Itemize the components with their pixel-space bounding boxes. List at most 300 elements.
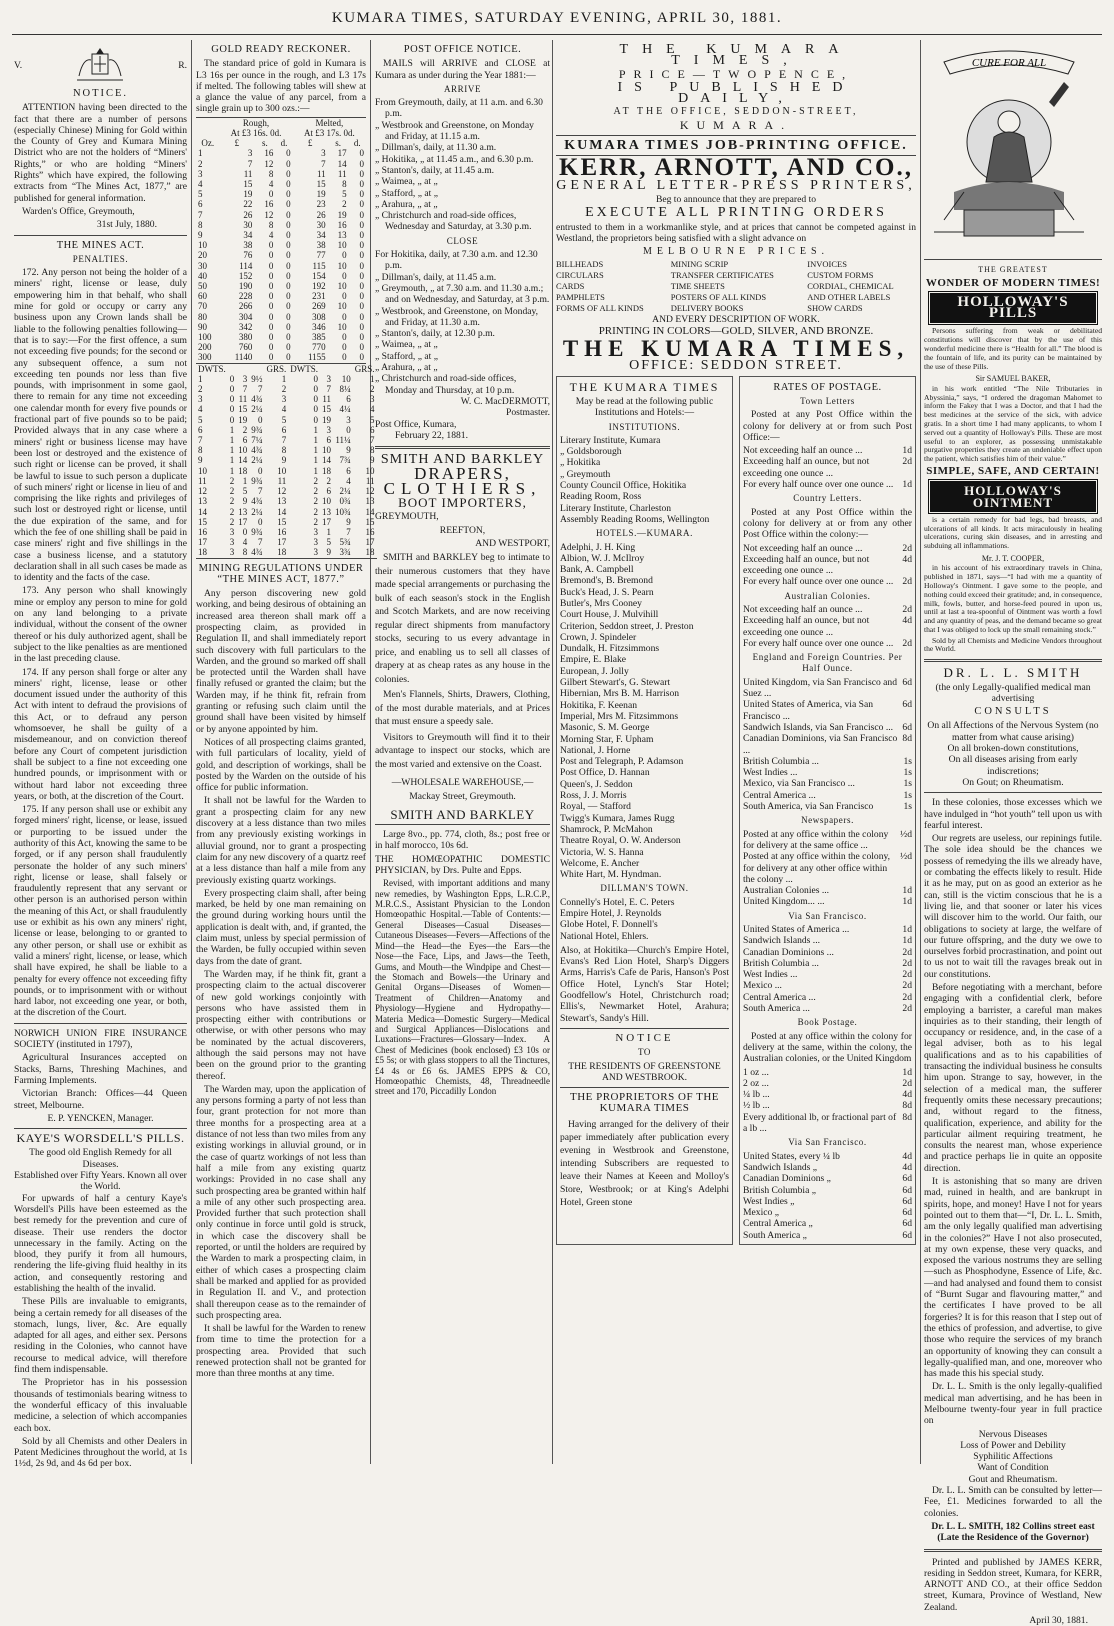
cell: 114 (239, 260, 253, 271)
cell: 9 (281, 455, 287, 466)
cell: 9½ (251, 373, 263, 384)
cell: 4¾ (251, 547, 263, 558)
dr-diseases-list (924, 1429, 1102, 1485)
cell: 8 (281, 445, 287, 456)
cell: 3 (198, 394, 203, 405)
table-row (196, 507, 377, 517)
mail-item: „ Dillman's, daily, at 11.30 a.m. (375, 142, 497, 154)
cell: 304 (238, 311, 253, 322)
sb-footer: SMITH AND BARKLEY (390, 806, 535, 822)
rate-row (743, 958, 912, 969)
column-3 (375, 42, 550, 1464)
cell: 0 (286, 311, 291, 322)
list-item: County Council Office, Hokitika (560, 480, 687, 492)
cell: 10 (341, 373, 351, 384)
kt-published: IS PUBLISHED DAILY, (617, 79, 855, 107)
rate-row (743, 1173, 912, 1184)
print-item: CORDIAL, CHEMICAL (807, 281, 894, 292)
section-172: 172. Any person not being the holder of a miners' right, license or lease, duly empowering him in that behalf, who shall mine for gold or occupy or carry any business upon any Crown lands shall be liable to the following penalties following—that is to say:—For the first offence, a sum not exceeding five pounds; for the second or any subsequent offence, a sum not exceeding ten pounds nor less than five pounds, with imprisonment in some gaol, there to remain for any time not exceeding one calendar month for every five pounds or fractional part of five pounds so to be paid; Provided always that in any case where a miners' right or business license may have been lost or destroyed and the existence of such right or license can be proved, it shall be lawful to issue to such person a duplicate of such miners' right or license in lieu of and comprising the like rights and privileges of such lost or destroyed right or license, until the due expiration of the same, and for which the fee of one shilling shall be paid in case miners' right and five shillings in the case a business license, and a statutory declaration shall in all such cases be made as to identity and the facts of the case. (14, 267, 187, 584)
column-2 (196, 42, 375, 1464)
cell: 3 (229, 547, 235, 558)
rate-row (743, 1162, 912, 1173)
cell: 17 (365, 537, 375, 548)
rate-row (743, 1100, 912, 1111)
cell: 0 (268, 240, 274, 251)
list-item: Literary Institute, Kumara (560, 434, 661, 446)
notice-sign: Warden's Office, Greymouth, (22, 205, 135, 217)
rate-row (743, 1003, 912, 1014)
cell: 0 (359, 281, 364, 292)
cell: 14 (337, 158, 347, 169)
cell: 4 (268, 179, 274, 189)
cell: 0 (286, 189, 291, 200)
ointment-para: is a certain remedy for bad legs, bad breasts, and ulcerations of all kinds. It acts miraculously in healing ulcerations, curing skin diseases, and in arresting and subduing all inflammations. (924, 514, 1102, 551)
header-cell: £ (234, 138, 240, 149)
read-intro: May be read at the following public Institutions and Hotels:— (575, 395, 714, 419)
cell: 3 (370, 394, 375, 405)
cell: 0 (268, 281, 274, 292)
rate-row (743, 1218, 912, 1229)
rate-cell: 6d (902, 1184, 912, 1196)
list-item: Empire Hotel, J. Reynolds (560, 908, 662, 919)
dr-body-5: Dr. L. L. Smith is the only legally-qualified medical man advertising, and he has been in Melbourne twenty-four year in full practice on (924, 1381, 1102, 1427)
list-item: National Hotel, Ehlers. (560, 930, 649, 942)
cell: 10 (337, 321, 347, 332)
cell: 8¼ (339, 384, 351, 395)
rate-row (743, 638, 912, 649)
table-row (196, 159, 366, 169)
cell: 13 (238, 506, 248, 517)
list-item: Nervous Diseases (978, 1428, 1048, 1440)
rate-cell: 6d (902, 721, 912, 733)
rate-row (743, 969, 912, 980)
also-hokitika: Also, at Hokitika—Church's Empire Hotel, Evans's Red Lion Hotel, Sharp's Diggers Arms, Harris's Cafe de Paris, Hanson's Post Office Hotel, Lynch's Star Hotel; Goodfellow's Hotel, Christchurch road; Ellis's, Newmarket Hotel, Arahura; Stewart's, Sandy's Hill. (560, 944, 729, 1024)
coat-of-arms-icon (73, 46, 127, 86)
rate-row (743, 554, 912, 577)
country-para: Posted at any Post Office within the colony for delivery at or from any other Post Office within the colony:— (743, 506, 912, 541)
rate-row (743, 722, 912, 733)
rate-cell: Central America ... (743, 789, 816, 801)
cell: 5 (342, 189, 347, 200)
table-row (196, 527, 377, 537)
cell: 8 (268, 168, 274, 179)
list-item: Crown, J. Spindeler (560, 631, 637, 643)
cell: 8 (242, 547, 248, 558)
header-cell: DWTS. (198, 363, 226, 374)
rate-cell: Canadian Dominions „ (743, 1173, 831, 1185)
rate-cell: 1s (903, 789, 912, 801)
cell: 6 (326, 435, 332, 446)
cell: 0 (359, 301, 364, 312)
cell: 38 (316, 240, 326, 251)
kaye-para-1: For upwards of half a century Kaye's Worsdell's Pills have been esteemed as the best remedy for the prevention and cure of disease. Their use renders the doctor unnecessary in the family. Acting on the blood, they purify it from all humours, rendering the life-giving fluid healthy in its action, and consequently restoring and establishing the health of the invalid. (14, 1192, 187, 1294)
mail-item: „ Greymouth, „ at 7.30 a.m. and 11.30 a.m.; and on Wednesday, and Saturday, at 3 p.m. (375, 282, 550, 306)
country-letters: Country Letters. (793, 493, 862, 504)
rate-cell: United States of America ... (743, 924, 850, 935)
table-row (196, 332, 366, 342)
cell: 0 (268, 332, 274, 343)
rate-cell: 2d (902, 991, 912, 1003)
proprietors-heading: THE PROPRIETORS OF THE KUMARA TIMES (569, 1091, 720, 1115)
table-row (196, 281, 366, 291)
cell: 308 (312, 311, 326, 322)
table-row (196, 322, 366, 332)
rate-cell: Mexico, via San Francisco ... (743, 778, 855, 790)
norwich-sign: E. P. YENCKEN, Manager. (47, 1112, 154, 1124)
table-row (196, 179, 366, 189)
rate-cell: Central America ... (743, 991, 816, 1003)
post-office-heading: POST OFFICE NOTICE. (403, 44, 522, 55)
header-cell: d. (280, 138, 288, 149)
cell: 0 (229, 404, 235, 415)
list-item: European, J. Jolly (560, 665, 629, 677)
rate-cell: 1s (903, 755, 912, 767)
list-item: „ Hokitika (560, 457, 601, 469)
cell: 0 (359, 342, 364, 353)
table-row (196, 404, 377, 414)
cell: 40 (198, 270, 207, 281)
cell: 0 (258, 465, 263, 476)
simple-safe: SIMPLE, SAFE, AND CERTAIN! (926, 464, 1100, 477)
table-row (196, 189, 366, 199)
cell: 0 (242, 526, 248, 537)
rate-row (743, 677, 912, 700)
list-item: Buck's Head, J. S. Pearn (560, 586, 654, 598)
dr-address: Dr. L. L. SMITH, 182 Collins street east (Late the Residence of the Governor) (931, 1520, 1095, 1544)
rate-row (743, 851, 912, 885)
sb-para-3: Visitors to Greymouth will find it to their advantage to inspect our stocks, which are the most varied and extensive on the Coast. (375, 731, 550, 770)
cell: 760 (238, 342, 253, 353)
list-item: Victoria, W. S. Hanna (560, 846, 644, 858)
cell: 11¼ (335, 435, 351, 446)
cell: 6 (242, 435, 248, 446)
print-item: INVOICES (807, 259, 847, 270)
kt-office: AT THE OFFICE, SEDDON-STREET, (613, 106, 859, 118)
melbourne-prices: MELBOURNE PRICES. (642, 246, 830, 258)
cell: 0 (359, 291, 364, 302)
cell: 0 (268, 291, 274, 302)
norwich-body: Agricultural Insurances accepted on Stacks, Barns, Threshing Machines, and Farming Implements. (14, 1052, 187, 1086)
table-row (196, 148, 366, 158)
list-item: Reading Room, Ross (560, 491, 642, 503)
column-1 (14, 42, 187, 1470)
cell: 5 (326, 537, 332, 548)
mining-reg-2: Notices of all prospecting claims granted, with full particulars of locality, yield of gold, and description of workings, shall be posted by the Warden on the outside of his office for public information. (196, 736, 366, 794)
cell: 8 (198, 445, 203, 456)
print-item: CIRCULARS (556, 270, 604, 281)
cell: 5 (370, 414, 375, 425)
reckoner-intro: The standard price of gold in Kumara is L3 16s per ounce in the rough, and L3 17s if melted. The following tables will shew at a glance the value of any parcel, from a single grain up to 300 ozs.:— (196, 58, 366, 115)
rate-row (743, 935, 912, 946)
close-list (375, 249, 550, 396)
arrive-heading: ARRIVE (443, 83, 482, 94)
cell: 0 (268, 250, 274, 261)
cooper-quote: in his account of his extraordinary travels in China, published in 1871, says—“I had with me a quantity of Holloway's Ointment. I gave some to the people, and nothing could exceed their gratitude; and, in consequence, milk, fowls, butter, and horse-feed poured in upon us, until at last a tea-spoonful of Ointment was worth a fowl and any quantity of peas, and the demand became so great that I was obliged to lock up the small remaining stock.” (924, 563, 1102, 634)
penalties-heading: PENALTIES. (72, 253, 129, 264)
cell: 17 (337, 148, 347, 159)
list-item: Connelly's Hotel, E. C. Peters (560, 896, 675, 908)
cell: 0 (286, 260, 291, 271)
print-item: TRANSFER CERTIFICATES (670, 270, 774, 281)
mail-item: „ Westbrook and Greenstone, on Monday and Friday, at 11.15 a.m. (375, 119, 534, 143)
cell: 770 (312, 342, 326, 353)
cell: 17 (238, 516, 248, 527)
beg-line: Beg to announce that they are prepared to (655, 193, 817, 205)
cell: 6 (326, 486, 332, 497)
rate-row (743, 947, 912, 958)
cell: 19 (337, 209, 347, 220)
cell: 192 (312, 281, 326, 292)
cell: 3¾ (339, 547, 351, 558)
cell: 2¼ (251, 455, 263, 466)
cell: 16 (277, 526, 287, 537)
list-item: Gout and Rheumatism. (968, 1473, 1058, 1485)
institutions-heading: INSTITUTIONS. (608, 421, 681, 432)
section-175: 175. If any person shall use or exhibit any forged miners' right, license, or lease, issued or purporting to be issued under the authority of this Act, knowing the same to be forged, or if any person shall fraudulently personate the holder of any such miners' right, license or lease, shall falsely or fraudulently represent that any servant or other person is an authorised person within the meaning of this Act, or shall fraudulently use or exhibit as his own any miners' right, license or lease, belonging to or granted to any other person, or shall use or exhibit as valid a miners' right, license, or lease, which shall have expired, he shall be liable to a penalty for every offence not exceeding fifty pounds, or to imprisonment with or without hard labor, not exceeding one year, or both, at the discretion of the Court. (14, 804, 187, 1019)
cell: 0 (286, 158, 291, 169)
cell: 9 (346, 445, 351, 456)
rate-row (743, 790, 912, 801)
cell: 7¾ (339, 455, 351, 466)
cell: 19 (243, 189, 253, 200)
cell: 7 (258, 537, 263, 548)
cell: 0 (286, 230, 291, 241)
cell: 1140 (234, 352, 253, 363)
kt-title: THE KUMARA TIMES, (619, 42, 853, 69)
cell: 0 (268, 321, 274, 332)
cell: 7 (258, 486, 263, 497)
cell: 0 (286, 199, 291, 210)
australian-colonies: Australian Colonies. (784, 590, 871, 601)
reckoner-heading: GOLD READY RECKONER. (211, 44, 351, 55)
cell: 6 (346, 465, 351, 476)
dr-body-2: Our regrets are useless, our repinings futile. The sole idea should be the chances we possess of remedying the ills we already have, or combating the effects likely to result. Hide it as he may, put on as good an exterior as he can, still is the victim conscious that he is a living lie, and that sooner or later his vices will discover him to the world. Our faith, our obligations to society at large, the welfare of our future offspring, and the duty we owe to ourselves forbid procrastination, and point out to us not to wait till the ravages break out in our constitutions. (924, 833, 1102, 980)
sb-reefton: REEFTON, (439, 524, 486, 536)
cell: 11 (243, 168, 253, 179)
list-item: Bank, A. Campbell (560, 564, 634, 576)
cell: 154 (312, 270, 326, 281)
rate-row (743, 767, 912, 778)
cell: 13 (322, 506, 332, 517)
column-5 (924, 42, 1102, 1626)
notice-to: TO (637, 1047, 652, 1058)
list-item: Court House, J. Mulvihill (560, 609, 659, 621)
table-row (196, 455, 377, 465)
col-rough: Rough, (242, 117, 270, 128)
list-item: Assembly Reading Rooms, Wellington (560, 513, 710, 525)
cell: 23 (316, 199, 326, 210)
town-para: Posted at any Post Office within the colony for delivery at or from such Post Office:— (743, 409, 912, 443)
cell: 0 (359, 270, 364, 281)
cell: 300 (198, 352, 212, 363)
cell: 2¼ (339, 486, 351, 497)
mail-item: „ Christchurch and road-side offices, Wednesday and Saturday, at 3.30 p.m. (375, 210, 532, 233)
list-item: Syphilitic Affections (973, 1451, 1053, 1463)
table-row (196, 210, 366, 220)
rate-row (743, 733, 912, 756)
mining-reg-1: Any person discovering new gold working, and being desirous of obtaining an increased area thereon shall mark off a prospecting claim, as provided in Regulation II, and shall immediately report such discovery with full particulars to the Warden, and the ground so marked off shall be protected until the Warden shall have finally refused or granted the claim; but the Warden may, if he think fit, refrain from granting or refusing such claim until the ground shall have been visited by himself or by anyone appointed by him. (196, 588, 366, 735)
postmaster-title: Postmaster. (506, 407, 550, 419)
rate-cell: 4d (902, 615, 912, 627)
table-row (196, 435, 377, 445)
cell: 15 (316, 179, 326, 189)
cell: 1 (229, 435, 235, 446)
kt-big: THE KUMARA TIMES, (562, 336, 910, 362)
kaye-sub: The good old English Remedy for all Diseases. (29, 1147, 172, 1170)
close-heading: CLOSE (446, 235, 479, 246)
list-item: White Hart, M. Hyndman. (560, 869, 662, 881)
col-rough-price: At £3 16s. 0d. (230, 127, 282, 138)
cell: 200 (198, 342, 212, 353)
rate-cell: 2d (902, 542, 912, 554)
mail-item: „ Stanton's, daily, at 12.30 p.m. (375, 328, 495, 340)
rate-cell: ½d (900, 828, 912, 840)
cell: 342 (238, 321, 253, 332)
cell: 0 (286, 219, 291, 230)
cell: 0¾ (339, 496, 351, 507)
rate-cell: For every half ounce over one ounce ... (743, 576, 894, 588)
rate-cell: United States, every ¼ lb (743, 1150, 840, 1162)
rate-cell: 2d (902, 1077, 912, 1089)
table-row (196, 486, 377, 496)
cell: 17 (277, 537, 287, 548)
wonder: WONDER OF MODERN TIMES! (925, 276, 1101, 289)
rate-row (743, 885, 912, 896)
cell: 0 (268, 311, 274, 322)
rate-cell: West Indies „ (743, 1195, 795, 1207)
rate-cell: South America ... (743, 1003, 810, 1015)
cell: 1 (229, 465, 235, 476)
rate-cell: For every half ounce over one ounce ... (743, 637, 894, 649)
cell: 8 (268, 219, 274, 230)
table-row (196, 199, 366, 209)
cell: 3 (313, 526, 319, 537)
cell: 0 (286, 332, 291, 343)
mail-item: „ Arahura, „ at „ (375, 198, 438, 210)
list-item: Want of Condition (977, 1462, 1049, 1474)
table-row (196, 230, 366, 240)
scroll-text: CURE FOR ALL (971, 57, 1047, 69)
cell: 5 (242, 486, 248, 497)
section-173: 173. Any person who shall knowingly mine or employ any person to mine for gold on any land belonging to a private individual, without the consent of the owner thereof or his duly authorized agent, shall be subject to the like penalties as are mentioned in the last preceding clause. (14, 585, 187, 665)
sb-greymouth: GREYMOUTH, (375, 511, 439, 523)
rate-cell: 8d (902, 733, 912, 745)
header-cell (228, 364, 265, 374)
rate-row (743, 801, 912, 812)
list-item: Hibernian, Mrs B. M. Harrison (560, 688, 680, 700)
rate-cell: 1 oz ... (743, 1066, 769, 1078)
cell: 0 (313, 384, 319, 395)
cell: 0 (268, 270, 274, 281)
header-cell: GRS. (266, 363, 287, 374)
rate-row (743, 1089, 912, 1100)
cell: 4 (346, 475, 351, 486)
rate-cell: 1d (902, 445, 912, 457)
rate-cell: United Kingdom, via San Francisco and Suez ... (743, 676, 898, 700)
table-row (196, 291, 366, 301)
header-cell: DWTS. (290, 363, 319, 374)
mines-act-heading: THE MINES ACT. (56, 239, 145, 251)
rate-cell: 2d (902, 1003, 912, 1015)
list-item: „ Goldsborough (560, 446, 622, 458)
list-item: Imperial, Mrs M. Fitzsimmons (560, 710, 679, 722)
rate-cell: 1d (902, 479, 912, 491)
cell: 0 (258, 516, 263, 527)
rate-cell: South America „ (743, 1229, 807, 1241)
mining-reg-7: It shall be lawful for the Warden to renew from time to time the protection for a prospecting area. Provided that such renewed protection shall not be granted for more than three months at any time. (196, 1323, 366, 1380)
cell: 10 (322, 496, 332, 507)
cell: 266 (238, 301, 253, 312)
holloways-pills-banner: HOLLOWAY'S PILLS (930, 293, 1096, 324)
header-cell: Oz. (201, 138, 215, 149)
table-row (196, 240, 366, 250)
list-item: Post and Telegraph, P. Adamson (560, 756, 684, 768)
dwt-table (196, 364, 377, 559)
cell: 19 (316, 189, 326, 200)
list-item: Twigg's Kumara, James Rugg (560, 812, 675, 824)
cell: 0 (229, 414, 235, 425)
cell: 11 (238, 394, 248, 405)
rate-row (743, 615, 912, 638)
every-description: AND EVERY DESCRIPTION OF WORK. (652, 314, 820, 326)
rate-cell: 4d (902, 1150, 912, 1162)
rate-cell: West Indies ... (743, 969, 798, 981)
rate-cell: 1d (902, 924, 912, 935)
printing-list (556, 259, 916, 314)
cell: 3 (313, 547, 319, 558)
rate-cell: 1s (903, 801, 912, 813)
cell: 4 (281, 404, 287, 415)
mining-regs-heading: MINING REGULATIONS UNDER “THE MINES ACT, 1877.” (198, 562, 364, 585)
cell: 2 (370, 384, 375, 395)
cell: 11 (337, 168, 347, 179)
rate-cell: Canadian Dominions ... (743, 946, 834, 958)
cell: 7 (198, 435, 203, 446)
table-row (196, 547, 377, 558)
office-seddon: OFFICE: SEDDON STREET. (629, 358, 843, 374)
masthead: KUMARA TIMES, SATURDAY EVENING, APRIL 30, 1881. (331, 10, 783, 26)
rate-cell: 6d (902, 1218, 912, 1230)
cell: 1 (326, 526, 332, 537)
list-item: Literary Institute, Charleston (560, 502, 672, 514)
rate-cell: For every half ounce over one ounce ... (743, 479, 894, 491)
cell: 22 (243, 199, 253, 210)
print-item: BILLHEADS (556, 259, 604, 270)
list-item: Empire, E. Blake (560, 654, 627, 666)
print-item: CUSTOM FORMS (807, 270, 874, 281)
cell: 3 (242, 373, 248, 384)
mail-item: „ Waimea, „ at „ (375, 339, 438, 351)
samuel-baker: Sir SAMUEL BAKER, (975, 374, 1051, 384)
cell: 8 (342, 179, 347, 189)
rate-row (743, 699, 912, 722)
cell: 0 (286, 148, 291, 159)
cell: 0 (359, 230, 364, 241)
crest-left: V. (14, 60, 23, 72)
column-rule (920, 40, 921, 1464)
cell: 26 (243, 209, 253, 220)
royal-crest (14, 46, 187, 86)
cell: 12 (264, 209, 274, 220)
mail-item: „ Waimea, „ at „ (375, 176, 438, 188)
gold-table (196, 117, 366, 364)
hotels-list (560, 542, 729, 881)
reading-rooms-box (556, 376, 733, 1245)
rate-cell: 2d (902, 603, 912, 615)
list-item: Ross, J. J. Morris (560, 790, 627, 802)
cell: 3 (247, 148, 253, 159)
cell: 0 (313, 394, 319, 405)
